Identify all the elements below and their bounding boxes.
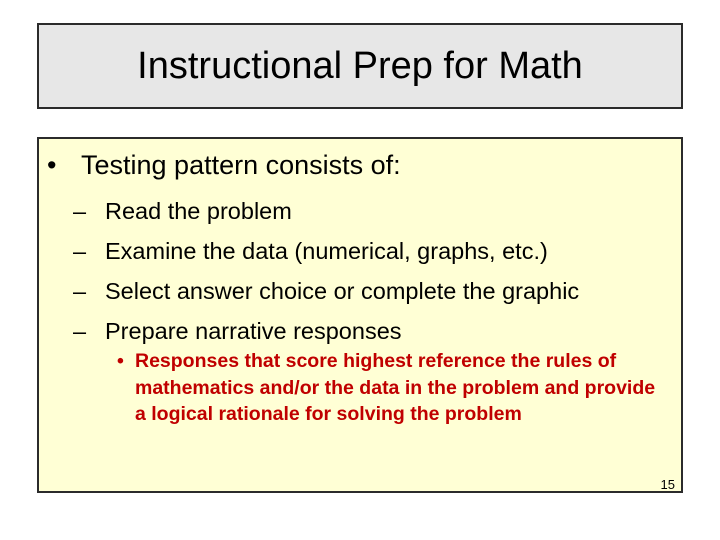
dash-marker: – [73,198,87,224]
main-bullet [47,150,401,181]
note-text: Responses that score highest reference the rules of mathematics and/or the data in the problem and provide a logical rationale for solving the problem [135,350,656,425]
sub-bullet-text: Prepare narrative responses [105,318,402,344]
dash-marker: – [73,318,87,344]
sub-bullet-text: Select answer choice or complete the graphic [105,278,580,304]
page-number: 15 [660,477,675,492]
content-box [37,137,683,493]
sub-bullet-item [73,311,579,351]
bullet-marker: • [47,150,57,180]
slide-title: Instructional Prep for Math [137,44,583,87]
sub-bullet-text: Examine the data (numerical, graphs, etc.) [105,238,548,264]
dash-marker: – [73,238,87,264]
sub-bullet-item [73,271,579,311]
sub-bullet-list [73,191,579,351]
sub-bullet-item [73,231,579,271]
note-bullet-marker: • [117,350,124,372]
highlighted-note [117,348,657,428]
sub-bullet-item [73,191,579,231]
dash-marker: – [73,278,87,304]
sub-bullet-text: Read the problem [105,198,292,224]
main-bullet-text: Testing pattern consists of: [81,150,401,180]
title-box [37,23,683,109]
